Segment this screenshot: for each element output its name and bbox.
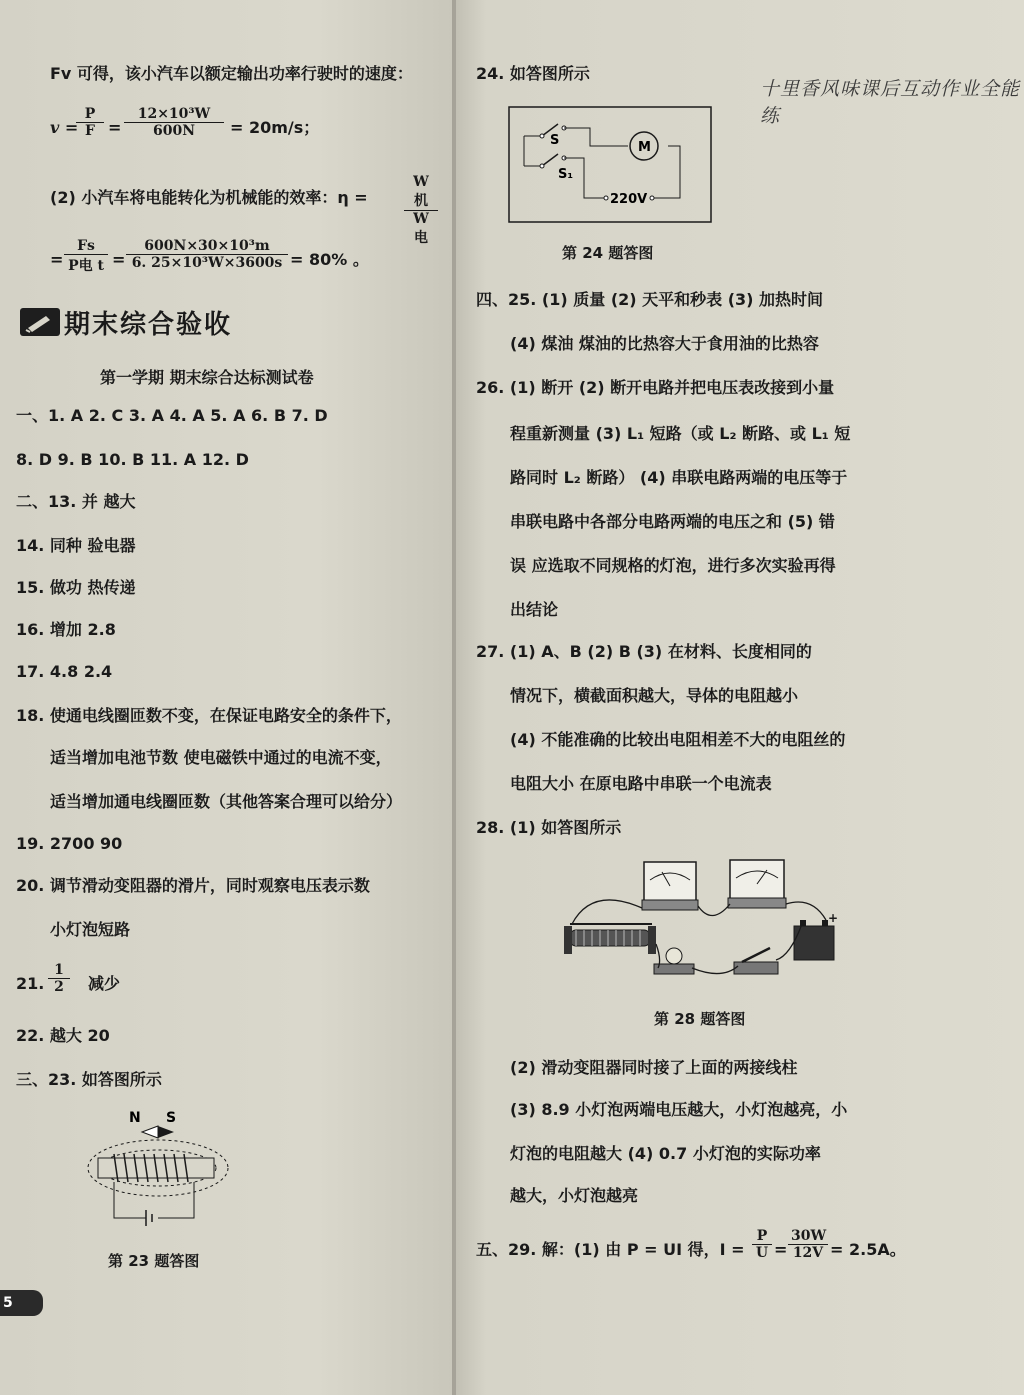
q29-frac1-num: P bbox=[752, 1228, 772, 1245]
answer-line-14: 21. bbox=[16, 974, 45, 993]
figure-23-caption: 第 23 题答图 bbox=[108, 1252, 200, 1270]
page-gutter bbox=[452, 0, 456, 1395]
answer-line-15: 减少 bbox=[88, 974, 121, 993]
q21-frac-den: 2 bbox=[54, 979, 64, 995]
eq3-result: = 80% 。 bbox=[290, 250, 369, 269]
eq2-frac-num: W机 bbox=[404, 174, 438, 211]
r-line-16: 灯泡的电阻越大 (4) 0.7 小灯泡的实际功率 bbox=[510, 1144, 821, 1163]
answer-line-11: 19. 2700 90 bbox=[16, 834, 123, 853]
eq3-eq: = bbox=[112, 250, 126, 269]
answer-line-4: 14. 同种 验电器 bbox=[16, 536, 136, 555]
eq3-frac1-den: P电 t bbox=[68, 258, 104, 274]
eq1-frac2-den: 600N bbox=[152, 123, 196, 139]
figure-28-caption: 第 28 题答图 bbox=[654, 1010, 746, 1028]
r-line-1: 四、25. (1) 质量 (2) 天平和秒表 (3) 加热时间 bbox=[476, 290, 824, 309]
eq3-frac2 bbox=[126, 238, 288, 271]
r-line-15: (3) 8.9 小灯泡两端电压越大，小灯泡越亮，小 bbox=[510, 1100, 848, 1119]
answer-line-8: 18. 使通电线圈匝数不变，在保证电路安全的条件下， bbox=[16, 706, 402, 725]
answer-line-12: 20. 调节滑动变阻器的滑片，同时观察电压表示数 bbox=[16, 876, 370, 895]
eq1-frac1-num: P bbox=[76, 106, 104, 123]
answer-line-16: 22. 越大 20 bbox=[16, 1026, 110, 1045]
r-line-7: 误 应选取不同规格的灯泡，进行多次实验再得 bbox=[510, 556, 836, 575]
voltmeter-icon bbox=[728, 860, 786, 908]
section-icon bbox=[20, 308, 60, 336]
eq3-frac1 bbox=[64, 238, 108, 275]
answer-line-7: 17. 4.8 2.4 bbox=[16, 662, 113, 681]
eq1-frac2-num: 12×10³W bbox=[124, 106, 224, 123]
r-line-13: 28. (1) 如答图所示 bbox=[476, 818, 622, 837]
r-line-2: (4) 煤油 煤油的比热容大于食用油的比热容 bbox=[510, 334, 819, 353]
answer-line-2: 8. D 9. B 10. B 11. A 12. D bbox=[16, 450, 249, 469]
r-line-5: 路同时 L₂ 断路） (4) 串联电路两端的电压等于 bbox=[510, 468, 848, 487]
r-line-4: 程重新测量 (3) L₁ 短路（或 L₂ 断路、或 L₁ 短 bbox=[510, 424, 851, 443]
text-line-l2: (2) 小汽车将电能转化为机械能的效率：η = bbox=[50, 188, 368, 207]
answer-line-3: 二、13. 并 越大 bbox=[16, 492, 136, 511]
eq2-frac bbox=[404, 174, 438, 247]
fig24-motor-label: M bbox=[638, 140, 651, 155]
fig24-s-label: S bbox=[550, 133, 560, 148]
figure-28-circuit bbox=[562, 856, 844, 984]
q21-frac-num: 1 bbox=[48, 962, 70, 979]
handwritten-note: 十里香风味课后互动作业全能练 bbox=[760, 78, 1021, 127]
r-line-8: 出结论 bbox=[510, 600, 559, 619]
fig23-n-label: N bbox=[129, 1110, 141, 1126]
eq3-frac2-den: 6. 25×10³W×3600s bbox=[131, 255, 283, 271]
fig24-voltage-label: 220V bbox=[610, 192, 648, 207]
text-line-l1: Fv 可得，该小汽车以额定输出功率行驶时的速度： bbox=[50, 64, 413, 83]
r-line-14: (2) 滑动变阻器同时接了上面的两接线柱 bbox=[510, 1058, 798, 1077]
q29-eq: = bbox=[774, 1240, 788, 1259]
svg-text:+: + bbox=[828, 911, 839, 925]
eq2-frac-den: W电 bbox=[413, 211, 429, 246]
ammeter-icon bbox=[642, 862, 698, 910]
battery-icon bbox=[794, 911, 838, 960]
q21-fraction bbox=[48, 962, 70, 995]
fig23-s-label: S bbox=[166, 1110, 177, 1126]
eq1-result: = 20m/s； bbox=[230, 118, 320, 137]
switch-icon bbox=[734, 948, 778, 974]
q29-frac2 bbox=[788, 1228, 828, 1261]
q29-text: 五、29. 解：(1) 由 P = UI 得，I = bbox=[476, 1240, 745, 1259]
subtitle: 第一学期 期末综合达标测试卷 bbox=[100, 368, 314, 387]
answer-line-5: 15. 做功 热传递 bbox=[16, 578, 136, 597]
eq1-frac2 bbox=[124, 106, 224, 139]
section-title: 期末综合验收 bbox=[64, 310, 233, 340]
fig24-s1-label: S₁ bbox=[558, 167, 574, 182]
eq3-frac2-num: 600N×30×10³m bbox=[126, 238, 288, 255]
figure-24-caption: 第 24 题答图 bbox=[562, 244, 654, 262]
r-line-9: 27. (1) A、B (2) B (3) 在材料、长度相同的 bbox=[476, 642, 812, 661]
figure-24-circuit bbox=[508, 106, 712, 224]
r-line-10: 情况下，横截面积越大，导体的电阻越小 bbox=[510, 686, 799, 705]
q29-frac1-den: U bbox=[755, 1245, 769, 1261]
eq1-lhs: v = bbox=[50, 118, 79, 137]
rheostat-icon bbox=[564, 924, 656, 954]
r-line-3: 26. (1) 断开 (2) 断开电路并把电压表改接到小量 bbox=[476, 378, 835, 397]
answer-line-9: 适当增加电池节数 使电磁铁中通过的电流不变， bbox=[50, 748, 392, 767]
eq1-eq: = bbox=[108, 118, 122, 137]
q29-frac2-num: 30W bbox=[788, 1228, 828, 1245]
answer-line-6: 16. 增加 2.8 bbox=[16, 620, 116, 639]
page-number: 5 bbox=[0, 1290, 43, 1316]
r-line-11: (4) 不能准确的比较出电阻相差不大的电阻丝的 bbox=[510, 730, 846, 749]
answer-line-10: 适当增加通电线圈匝数（其他答案合理可以给分） bbox=[50, 792, 403, 811]
answer-line-13: 小灯泡短路 bbox=[50, 920, 131, 939]
q24-text: 24. 如答图所示 bbox=[476, 64, 590, 83]
eq1-frac1-den: F bbox=[85, 123, 95, 139]
r-line-6: 串联电路中各部分电路两端的电压之和 (5) 错 bbox=[510, 512, 835, 531]
eq3-frac1-num: Fs bbox=[64, 238, 108, 255]
q29-result: = 2.5A。 bbox=[830, 1240, 906, 1259]
figure-23-electromagnet bbox=[84, 1106, 234, 1226]
eq3-pre: = bbox=[50, 250, 64, 269]
answer-line-17: 三、23. 如答图所示 bbox=[16, 1070, 162, 1089]
eq1-frac1 bbox=[76, 106, 104, 139]
q29-frac2-den: 12V bbox=[792, 1245, 824, 1261]
answer-line-1: 一、1. A 2. C 3. A 4. A 5. A 6. B 7. D bbox=[16, 406, 328, 425]
q29-frac1 bbox=[752, 1228, 772, 1261]
r-line-17: 越大，小灯泡越亮 bbox=[510, 1186, 639, 1205]
r-line-12: 电阻大小 在原电路中串联一个电流表 bbox=[510, 774, 772, 793]
